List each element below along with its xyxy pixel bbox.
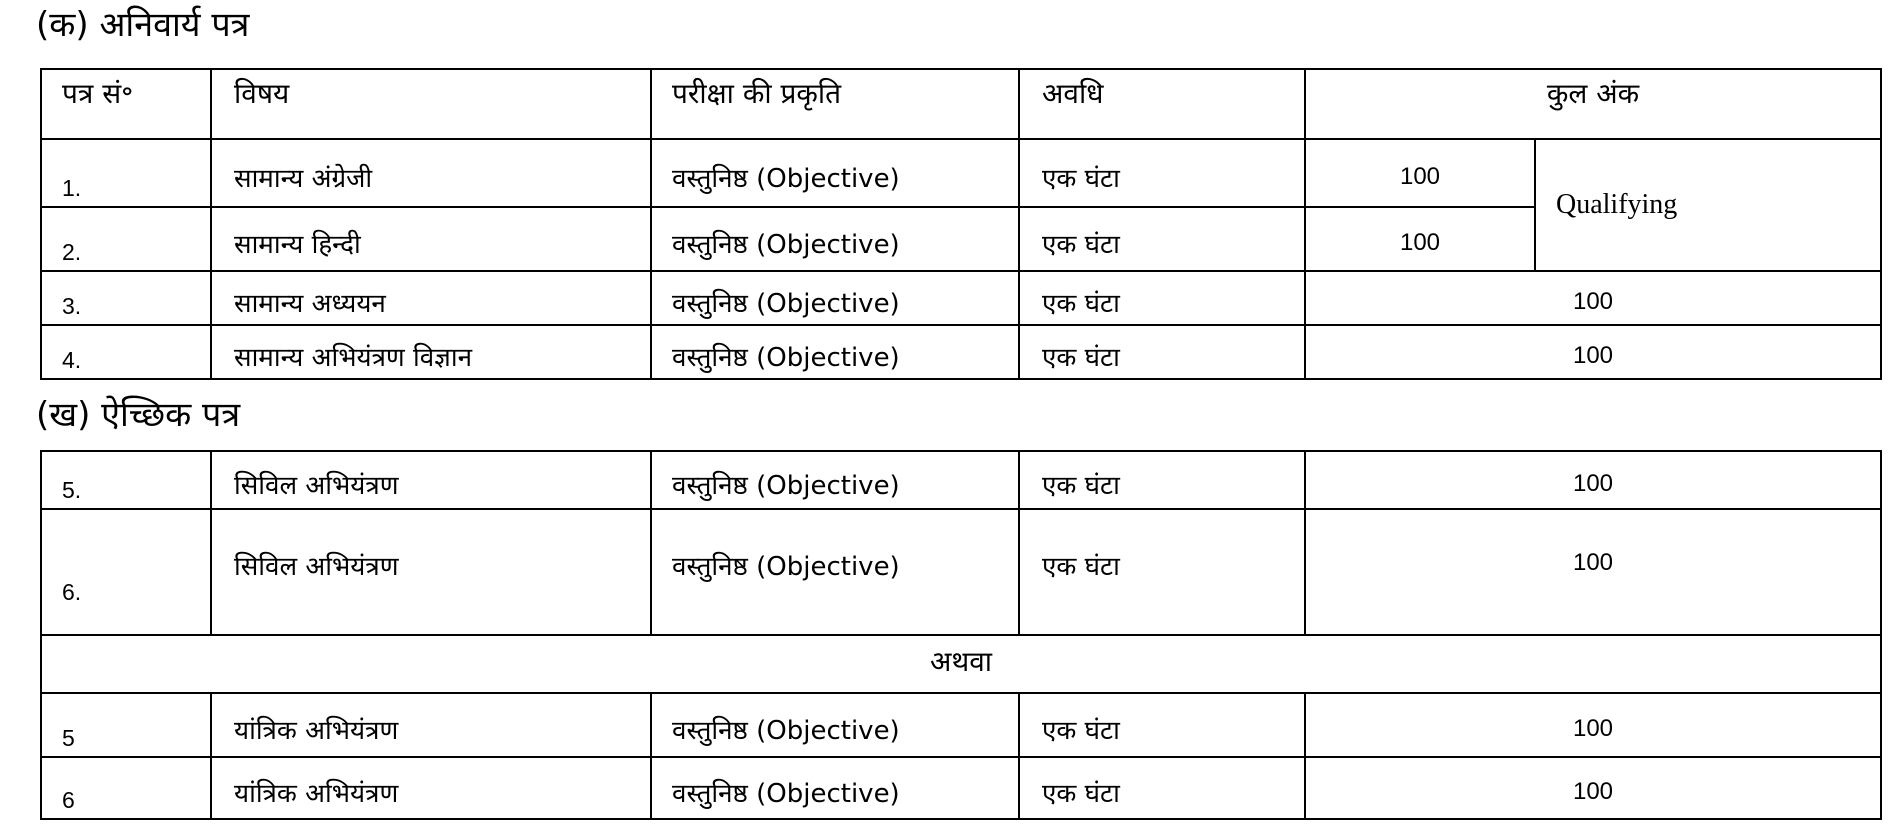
header-paper-no: पत्र सं॰	[41, 69, 211, 139]
or-row	[41, 635, 1881, 693]
paper-no: 5.	[41, 451, 211, 509]
or-label: अथवा	[41, 635, 1881, 693]
subject: यांत्रिक अभियंत्रण	[211, 757, 651, 819]
subject: सामान्य अभियंत्रण विज्ञान	[211, 325, 651, 379]
exam-nature: वस्तुनिष्ठ (Objective)	[651, 207, 1019, 271]
header-duration: अवधि	[1019, 69, 1305, 139]
exam-nature: वस्तुनिष्ठ (Objective)	[651, 509, 1019, 635]
paper-no: 1.	[41, 139, 211, 207]
marks: 100	[1305, 509, 1881, 635]
table-row	[41, 693, 1881, 757]
table-row	[41, 757, 1881, 819]
optional-papers-table	[40, 450, 1882, 820]
marks: 100	[1305, 325, 1881, 379]
table-row	[41, 509, 1881, 635]
table-row	[41, 325, 1881, 379]
marks: 100	[1305, 757, 1881, 819]
marks: 100	[1305, 139, 1535, 207]
paper-no: 4.	[41, 325, 211, 379]
duration: एक घंटा	[1019, 207, 1305, 271]
qualifying-label: Qualifying	[1535, 139, 1881, 271]
table-row	[41, 271, 1881, 325]
marks: 100	[1305, 451, 1881, 509]
duration: एक घंटा	[1019, 451, 1305, 509]
exam-nature: वस्तुनिष्ठ (Objective)	[651, 451, 1019, 509]
marks: 100	[1305, 271, 1881, 325]
paper-no: 5	[41, 693, 211, 757]
subject: सामान्य हिन्दी	[211, 207, 651, 271]
table-row	[41, 139, 1881, 207]
paper-no: 6	[41, 757, 211, 819]
subject: सामान्य अध्ययन	[211, 271, 651, 325]
duration: एक घंटा	[1019, 325, 1305, 379]
section-a-heading: (क) अनिवार्य पत्र	[36, 5, 250, 45]
exam-nature: वस्तुनिष्ठ (Objective)	[651, 757, 1019, 819]
exam-nature: वस्तुनिष्ठ (Objective)	[651, 139, 1019, 207]
exam-nature: वस्तुनिष्ठ (Objective)	[651, 325, 1019, 379]
marks: 100	[1305, 693, 1881, 757]
duration: एक घंटा	[1019, 139, 1305, 207]
subject: सिविल अभियंत्रण	[211, 509, 651, 635]
section-b-heading: (ख) ऐच्छिक पत्र	[36, 395, 241, 435]
exam-nature: वस्तुनिष्ठ (Objective)	[651, 693, 1019, 757]
subject: सामान्य अंग्रेजी	[211, 139, 651, 207]
header-total-marks: कुल अंक	[1305, 69, 1881, 139]
paper-no: 6.	[41, 509, 211, 635]
duration: एक घंटा	[1019, 509, 1305, 635]
paper-no: 2.	[41, 207, 211, 271]
duration: एक घंटा	[1019, 271, 1305, 325]
compulsory-papers-table	[40, 68, 1882, 380]
header-exam-nature: परीक्षा की प्रकृति	[651, 69, 1019, 139]
paper-no: 3.	[41, 271, 211, 325]
table-header-row	[41, 69, 1881, 139]
subject: सिविल अभियंत्रण	[211, 451, 651, 509]
exam-nature: वस्तुनिष्ठ (Objective)	[651, 271, 1019, 325]
duration: एक घंटा	[1019, 757, 1305, 819]
subject: यांत्रिक अभियंत्रण	[211, 693, 651, 757]
duration: एक घंटा	[1019, 693, 1305, 757]
marks: 100	[1305, 207, 1535, 271]
table-row	[41, 451, 1881, 509]
header-subject: विषय	[211, 69, 651, 139]
